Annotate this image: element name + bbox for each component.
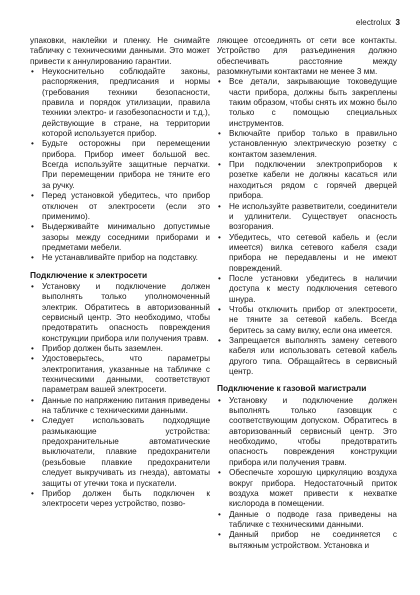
list-item: • Чтобы отключить прибор от электросети, не тяните за сетевой кабель. Всегда беритесь за саму вилку, если она имеется. xyxy=(217,305,397,336)
safety-list xyxy=(30,67,210,264)
list-item: • Включайте прибор только в правильно установленную электрическую розетку с контактом заземления. xyxy=(217,129,397,160)
page-header xyxy=(356,18,400,27)
continuation-text: ляющее отсоединять от сети все контакты. Устройство для разъединения должно обеспечивать расстояние между разомкнутыми контактами не менее 3 мм. xyxy=(217,36,397,77)
section-heading-gas: Подключение к газовой магистрали xyxy=(217,383,367,394)
electric-list-continued xyxy=(217,77,397,377)
page-number: 3 xyxy=(395,18,400,27)
list-item: • Данный прибор не соединяется с вытяжным устройством. Установка и xyxy=(217,530,397,551)
list-item: • Перед установкой убедитесь, что прибор отключен от электросети (если это применимо). xyxy=(30,191,210,222)
right-column xyxy=(217,36,397,551)
list-item: • Не используйте разветвители, соединители и удлинители. Существует опасность возгорания. xyxy=(217,202,397,233)
list-item: • Прибор должен быть подключен к электросети через устройство, позво- xyxy=(30,489,210,510)
list-item: • Неукоснительно соблюдайте законы, распоряжения, предписания и нормы (требования техники безопасности, правила и порядок утилизации, правила техники электро- и газобезопасности и т.д.), действующие в стране, на территории которой используется прибор. xyxy=(30,67,210,139)
list-item: • Убедитесь, что сетевой кабель и (если имеется) вилка сетевого кабеля сзади прибора не передавлены и не имеют повреждений. xyxy=(217,233,397,274)
gas-list xyxy=(217,396,397,551)
list-item: • Выдерживайте минимально допустимые зазоры между соседними приборами и предметами мебели. xyxy=(30,222,210,253)
left-column xyxy=(30,36,210,510)
list-item: • Будьте осторожны при перемещении прибора. Прибор имеет большой вес. Всегда используйте защитные перчатки. При перемещении прибора не тяните его за ручку. xyxy=(30,139,210,191)
list-item: • Установку и подключение должен выполнять только уполномоченный электрик. Обратитесь в авторизованный сервисный центр. Это необходимо, чтобы предотвратить опасность повреждения конструкции прибора или получения травм. xyxy=(30,282,210,344)
list-item: • После установки убедитесь в наличии доступа к месту подключения сетевого шнура. xyxy=(217,274,397,305)
list-item: • Данные о подводе газа приведены на табличке с техническими данными. xyxy=(217,510,397,531)
list-item: • Все детали, закрывающие токоведущие части прибора, должны быть закреплены таким образом, чтобы снять их можно было только с помощью специальных инструментов. xyxy=(217,77,397,129)
list-item: • Установку и подключение должен выполнять только газовщик с соответствующим допуском. Обратитесь в авторизованный сервисный центр. Это необходимо, чтобы предотвратить опасность повреждения конструкции прибора или получения травм. xyxy=(217,396,397,468)
list-item: • Следует использовать подходящие размыкающие устройства: предохранительные автоматические выключатели, плавкие предохранители (резьбовые плавкие предохранители следует выкручивать из гнезда), автоматы защиты от утечки тока и пускатели. xyxy=(30,416,210,488)
electric-list xyxy=(30,282,210,510)
list-item: • Запрещается выполнять замену сетевого кабеля или использовать сетевой кабель другого типа. Обращайтесь в сервисный центр. xyxy=(217,336,397,377)
list-item: • При подключении электроприборов к розетке кабели не должны касаться или находиться рядом с горячей дверцей прибора. xyxy=(217,160,397,201)
continuation-text: упаковки, наклейки и пленку. Не снимайте табличку с техническими данными. Это может привести к аннулированию гарантии. xyxy=(30,36,210,66)
section-heading-electric: Подключение к электросети xyxy=(30,269,148,280)
list-item: • Обеспечьте хорошую циркуляцию воздуха вокруг прибора. Недостаточный приток воздуха может привести к нехватке кислорода в помещении. xyxy=(217,468,397,509)
list-item: • Прибор должен быть заземлен. xyxy=(30,344,210,354)
list-item: • Удостоверьтесь, что параметры электропитания, указанные на табличке с техническими данными, соответствуют параметрам вашей электросети. xyxy=(30,354,210,395)
list-item: • Не устанавливайте прибор на подставку. xyxy=(30,253,210,263)
brand-name: electrolux xyxy=(355,18,392,27)
list-item: • Данные по напряжению питания приведены на табличке с техническими данными. xyxy=(30,396,210,417)
